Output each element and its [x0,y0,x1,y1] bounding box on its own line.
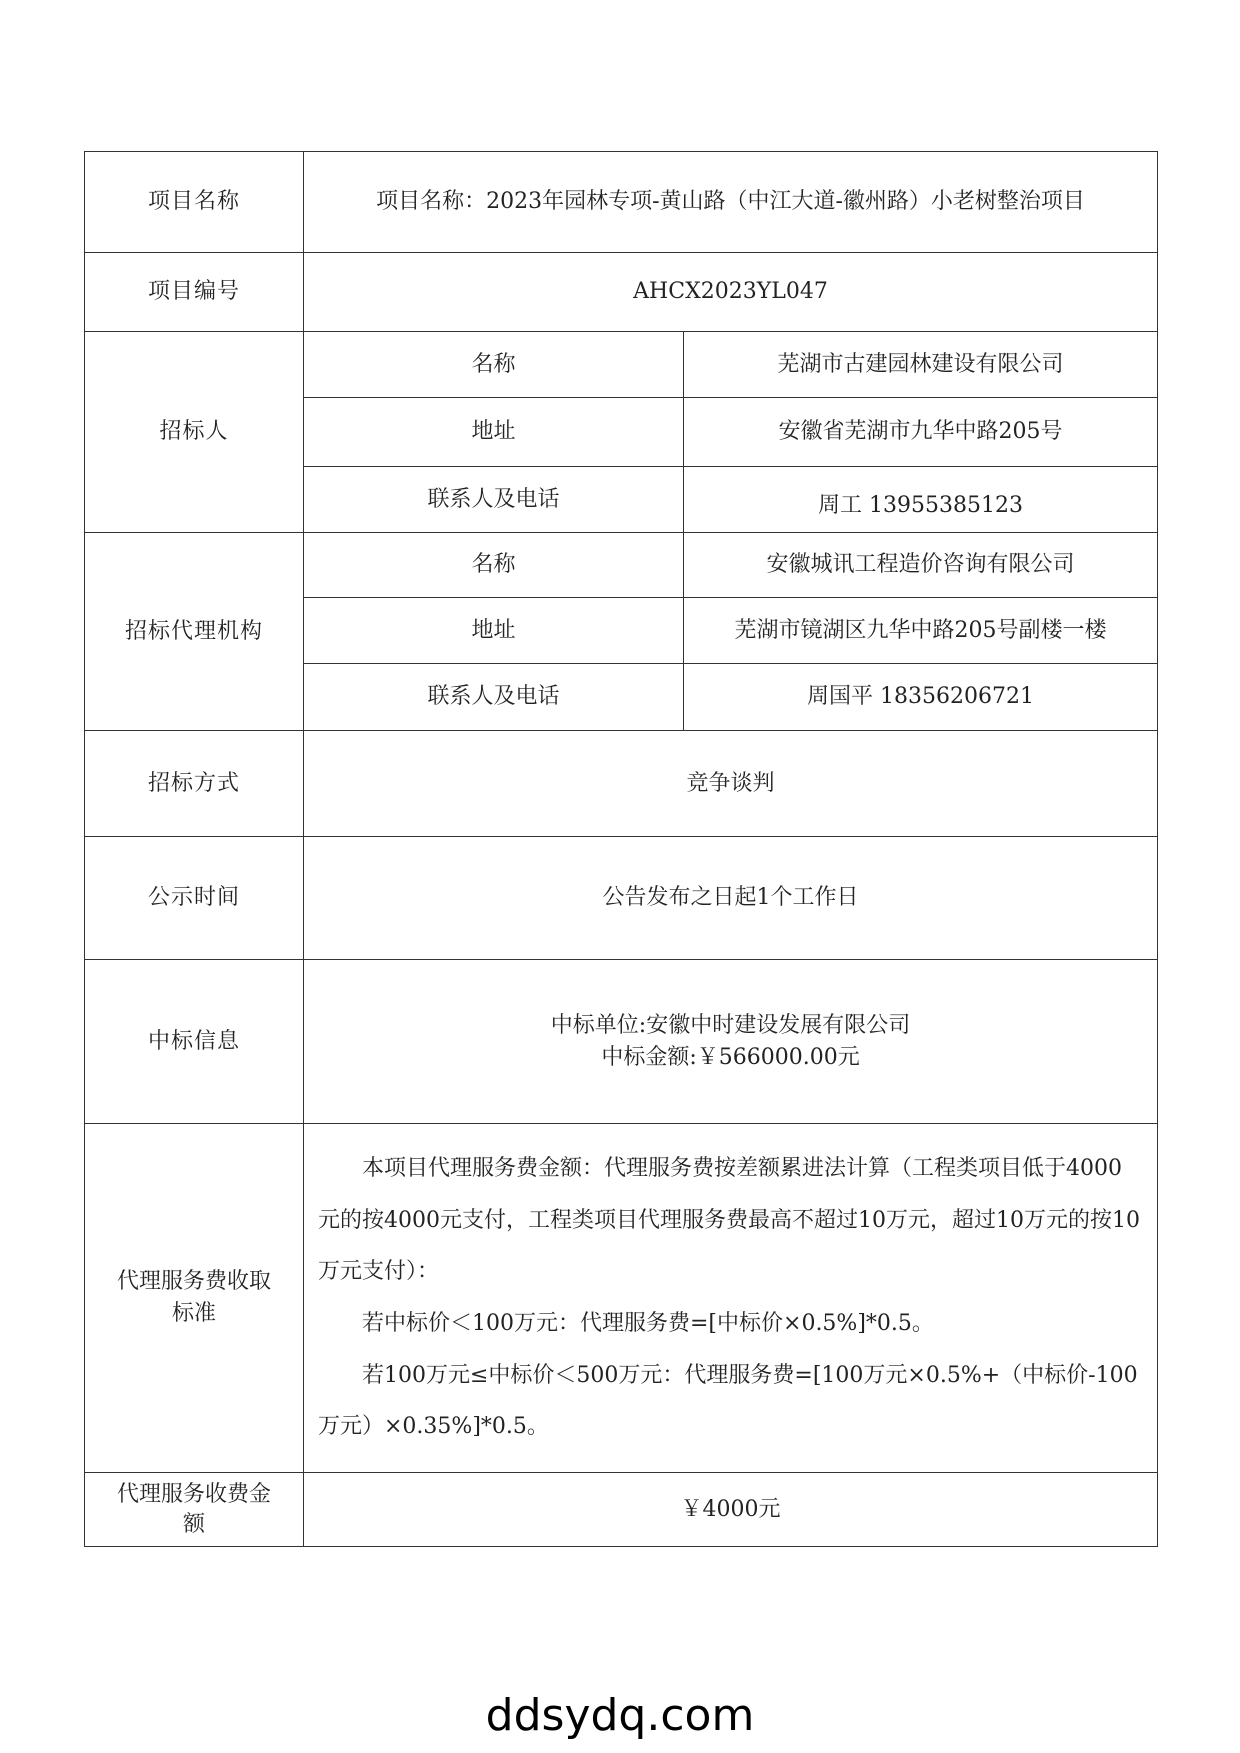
fee-amount-value: ￥4000元 [304,1473,1158,1547]
fee-standard-label-line1: 代理服务费收取 [116,1269,271,1295]
tenderer-address-value: 安徽省芜湖市九华中路205号 [684,398,1158,467]
tenderer-label: 招标人 [85,332,304,533]
winner-info [304,960,1158,1124]
fee-standard-text [304,1124,1158,1473]
fee-standard-para1: 本项目代理服务费金额：代理服务费按差额累进法计算（工程类项目低于4000元的按4000元支付，工程类项目代理服务费最高不超过10万元，超过10万元的按10万元支付）： [318,1155,1140,1285]
agency-name-value: 安徽城讯工程造价咨询有限公司 [684,533,1158,598]
agency-address-value: 芜湖市镜湖区九华中路205号副楼一楼 [684,598,1158,664]
fee-standard-label [85,1124,304,1473]
row-publicity [85,837,1158,960]
fee-standard-para2: 若中标价＜100万元：代理服务费=[中标价×0.5%]*0.5。 [362,1311,934,1336]
row-project-name [85,152,1158,253]
fee-standard-label-line2: 标准 [171,1301,216,1326]
project-number-value: AHCX2023YL047 [304,253,1158,332]
method-value: 竞争谈判 [304,731,1158,837]
watermark-text: ddsydq.com [485,1690,755,1741]
row-project-number [85,253,1158,332]
fee-amount-label-line2: 额 [182,1511,205,1537]
project-name-label: 项目名称 [85,152,304,253]
fee-amount-label-line1: 代理服务收费金 [116,1481,271,1507]
winner-amount: 中标金额:￥566000.00元 [601,1044,860,1070]
row-tenderer-name [85,332,1158,398]
tenderer-name-value: 芜湖市古建园林建设有限公司 [684,332,1158,398]
fee-amount-label [85,1473,304,1547]
project-name-value: 项目名称：2023年园林专项-黄山路（中江大道-徽州路）小老树整治项目 [304,152,1158,253]
winner-label: 中标信息 [85,960,304,1124]
agency-label: 招标代理机构 [85,533,304,731]
tenderer-address-label: 地址 [304,398,684,467]
winner-unit: 中标单位:安徽中时建设发展有限公司 [550,1012,911,1038]
announcement-table [84,151,1158,1547]
tenderer-contact-label: 联系人及电话 [304,467,684,533]
publicity-value: 公告发布之日起1个工作日 [304,837,1158,960]
method-label: 招标方式 [85,731,304,837]
tenderer-contact-value: 周工 13955385123 [684,467,1158,533]
row-fee-standard [85,1124,1158,1473]
agency-contact-label: 联系人及电话 [304,664,684,731]
tenderer-name-label: 名称 [304,332,684,398]
agency-name-label: 名称 [304,533,684,598]
row-winner [85,960,1158,1124]
project-number-label: 项目编号 [85,253,304,332]
publicity-label: 公示时间 [85,837,304,960]
agency-address-label: 地址 [304,598,684,664]
row-fee-amount [85,1473,1158,1547]
row-agency-name [85,533,1158,598]
row-method [85,731,1158,837]
agency-contact-value: 周国平 18356206721 [684,664,1158,731]
fee-standard-para3: 若100万元≤中标价＜500万元：代理服务费=[100万元×0.5%+（中标价-100万元）×0.35%]*0.5。 [318,1362,1138,1440]
